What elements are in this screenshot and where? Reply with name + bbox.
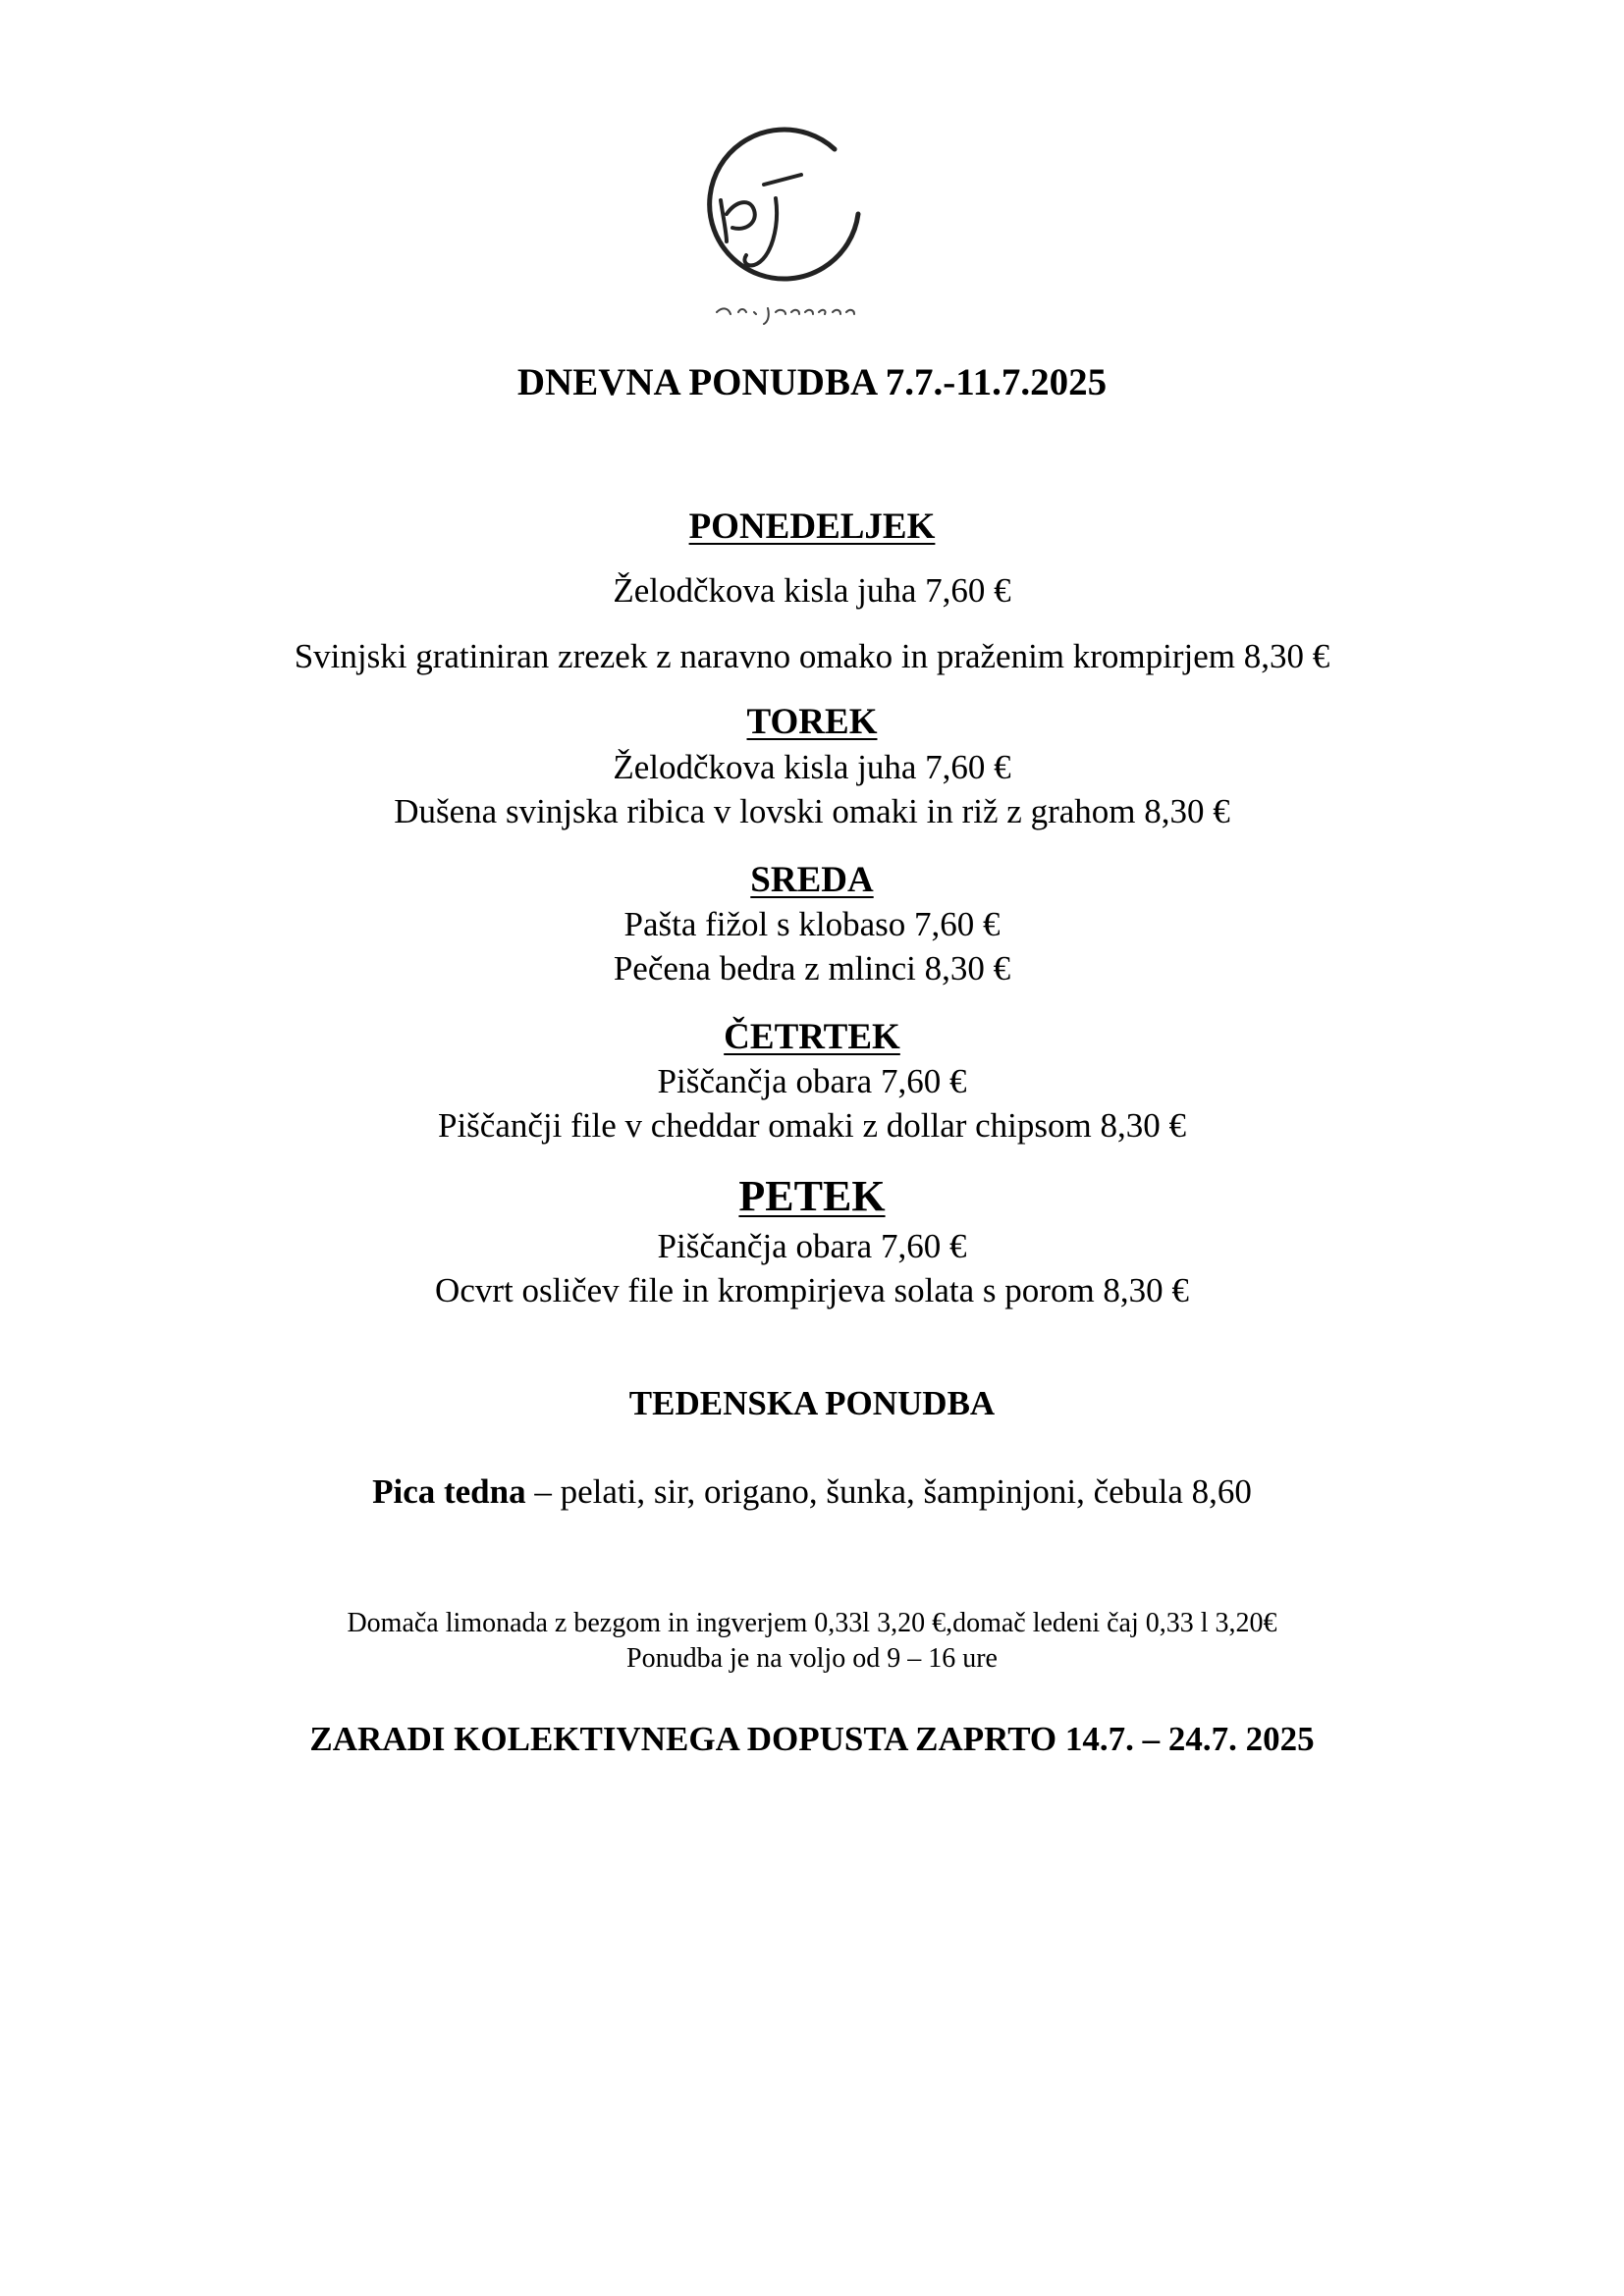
day-heading-petek: PETEK [738, 1172, 886, 1220]
menu-item: Ocvrt osličev file in krompirjeva solata s porom 8,30 € [435, 1271, 1189, 1309]
menu-item: Piščančja obara 7,60 € [657, 1062, 967, 1100]
pj-monogram-logo-icon [677, 116, 893, 332]
weekly-pizza [0, 1472, 1624, 1512]
drinks-note: Domača limonada z bezgom in ingverjem 0,33l 3,20 €,domač ledeni čaj 0,33 l 3,20€ [347, 1608, 1277, 1638]
weekly-offer-heading: TEDENSKA PONUDBA [628, 1384, 996, 1422]
menu-item: Svinjski gratiniran zrezek z naravno omako in praženim krompirjem 8,30 € [294, 637, 1330, 675]
hours-note: Ponudba je na voljo od 9 – 16 ure [626, 1643, 998, 1674]
menu-item: Želodčkova kisla juha 7,60 € [613, 571, 1011, 610]
pizza-description: – pelati, sir, origano, šunka, šampinjoni, čebula 8,60 [525, 1472, 1252, 1511]
menu-item: Pašta fižol s klobaso 7,60 € [623, 905, 1001, 943]
page-title: DNEVNA PONUDBA 7.7.-11.7.2025 [516, 361, 1108, 403]
pizza-name: Pica tedna [372, 1472, 526, 1511]
day-heading-ponedeljek: PONEDELJEK [688, 507, 936, 547]
menu-item: Dušena svinjska ribica v lovski omaki in riž z grahom 8,30 € [394, 792, 1230, 830]
menu-item: Piščančji file v cheddar omaki z dollar chipsom 8,30 € [437, 1106, 1187, 1145]
menu-item: Želodčkova kisla juha 7,60 € [613, 748, 1011, 786]
day-heading-sreda: SREDA [750, 860, 874, 900]
menu-item: Pečena bedra z mlinci 8,30 € [613, 949, 1011, 988]
menu-item: Piščančja obara 7,60 € [657, 1227, 967, 1265]
day-heading-torek: TOREK [746, 702, 878, 742]
day-heading-cetrtek: ČETRTEK [724, 1017, 900, 1057]
closing-notice: ZARADI KOLEKTIVNEGA DOPUSTA ZAPRTO 14.7. – 24.7. 2025 [309, 1720, 1315, 1758]
